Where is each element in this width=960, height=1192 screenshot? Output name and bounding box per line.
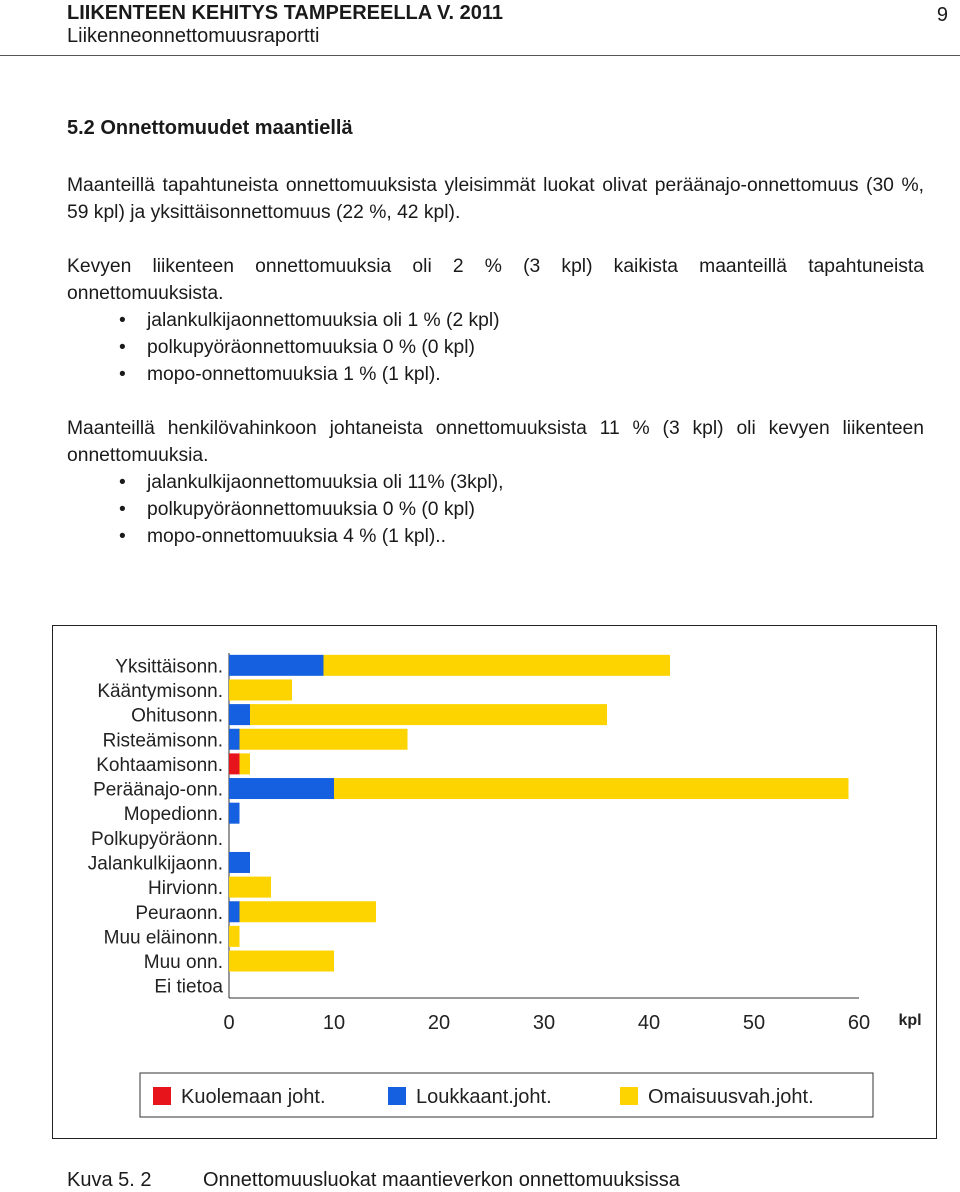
bar-segment [229, 704, 250, 725]
bar-segment [229, 753, 240, 774]
header-divider [0, 55, 960, 56]
legend-swatch [388, 1087, 406, 1105]
paragraph-injury-accidents: Maanteillä henkilövahinkoon johtaneista onnettomuuksista 11 % (3 kpl) oli kevyen liikenteen onnettomuuksia. [67, 418, 924, 466]
bar-segment [229, 926, 240, 947]
list-item [67, 469, 504, 496]
x-tick-label: 20 [427, 1012, 451, 1034]
legend-label: Kuolemaan joht. [181, 1086, 326, 1108]
bar-segment [229, 679, 292, 700]
category-label: Polkupyöräonn. [90, 828, 223, 850]
category-label: Hirvionn. [148, 878, 223, 900]
page-number: 9 [936, 4, 948, 26]
list-item [67, 307, 500, 334]
list-item-text: jalankulkijaonnettomuuksia oli 11% (3kpl), [147, 472, 504, 493]
x-tick-label: 0 [223, 1012, 235, 1034]
list-item-text: polkupyöräonnettomuuksia 0 % (0 kpl) [147, 337, 475, 358]
bar-segment [229, 901, 240, 922]
bullet-glyph: • [119, 499, 126, 520]
list-item [67, 361, 500, 388]
category-label: Kohtaamisonn. [96, 754, 223, 776]
category-label: Risteämisonn. [102, 730, 223, 752]
list-item-text: polkupyöräonnettomuuksia 0 % (0 kpl) [147, 499, 475, 520]
list-item [67, 523, 504, 550]
legend-swatch [620, 1087, 638, 1105]
bar-segment [324, 655, 671, 676]
category-label: Muu onn. [143, 952, 223, 974]
category-label: Mopedionn. [123, 804, 223, 826]
category-label: Muu eläinonn. [103, 927, 223, 949]
category-label: Ei tietoa [154, 976, 223, 998]
bar-segment [229, 778, 334, 799]
bar-segment [240, 753, 251, 774]
category-label: Jalankulkijaonn. [87, 853, 223, 875]
x-tick-label: 60 [847, 1012, 871, 1034]
figure-caption-text: Onnettomuusluokat maantieverkon onnettomuuksissa [203, 1169, 680, 1191]
x-tick-label: 30 [532, 1012, 556, 1034]
figure-caption-label: Kuva 5. 2 [67, 1169, 152, 1191]
bar-segment [250, 704, 607, 725]
list-item-text: mopo-onnettomuuksia 4 % (1 kpl).. [147, 526, 447, 547]
report-subtitle: Liikenneonnettomuusraportti [67, 25, 320, 47]
list-item [67, 334, 500, 361]
bullet-glyph: • [119, 337, 126, 358]
list-item [67, 496, 504, 523]
category-label: Ohitusonn. [131, 705, 223, 727]
category-label: Kääntymisonn. [97, 680, 223, 702]
legend-swatch [153, 1087, 171, 1105]
bullet-glyph: • [119, 310, 126, 331]
bullet-glyph: • [119, 526, 126, 547]
x-tick-label: 40 [637, 1012, 661, 1034]
category-label: Peräänajo-onn. [93, 779, 223, 801]
bar-segment [334, 778, 849, 799]
list-item-text: mopo-onnettomuuksia 1 % (1 kpl). [147, 364, 441, 385]
bar-segment [240, 901, 377, 922]
bar-segment [229, 655, 324, 676]
section-heading: 5.2 Onnettomuudet maantiellä [67, 117, 353, 139]
bar-segment [240, 729, 408, 750]
category-label: Yksittäisonn. [115, 656, 223, 678]
accident-category-chart [53, 626, 935, 1137]
x-axis-label: kpl [898, 1012, 922, 1029]
bullet-list-all-accidents [67, 307, 500, 388]
bullet-list-injury-accidents [67, 469, 504, 550]
paragraph-overview: Maanteillä tapahtuneista onnettomuuksista yleisimmät luokat olivat peräänajo-onnettomuus (30 %, 59 kpl) ja yksittäisonnettomuus (22 %, 42 kpl). [67, 175, 924, 223]
figure-frame [52, 625, 937, 1139]
legend-label: Loukkaant.joht. [416, 1086, 552, 1108]
bar-segment [229, 852, 250, 873]
bullet-glyph: • [119, 364, 126, 385]
x-tick-label: 50 [742, 1012, 766, 1034]
list-item-text: jalankulkijaonnettomuuksia oli 1 % (2 kpl) [147, 310, 500, 331]
x-tick-label: 10 [322, 1012, 346, 1034]
report-title: LIIKENTEEN KEHITYS TAMPEREELLA V. 2011 [67, 2, 504, 24]
legend-label: Omaisuusvah.joht. [648, 1086, 814, 1108]
bar-segment [229, 729, 240, 750]
bullet-glyph: • [119, 472, 126, 493]
bar-segment [229, 803, 240, 824]
bar-segment [229, 877, 271, 898]
paragraph-light-traffic: Kevyen liikenteen onnettomuuksia oli 2 % (3 kpl) kaikista maanteillä tapahtuneista onnettomuuksista. [67, 256, 924, 304]
category-label: Peuraonn. [135, 902, 223, 924]
bar-segment [229, 951, 334, 972]
